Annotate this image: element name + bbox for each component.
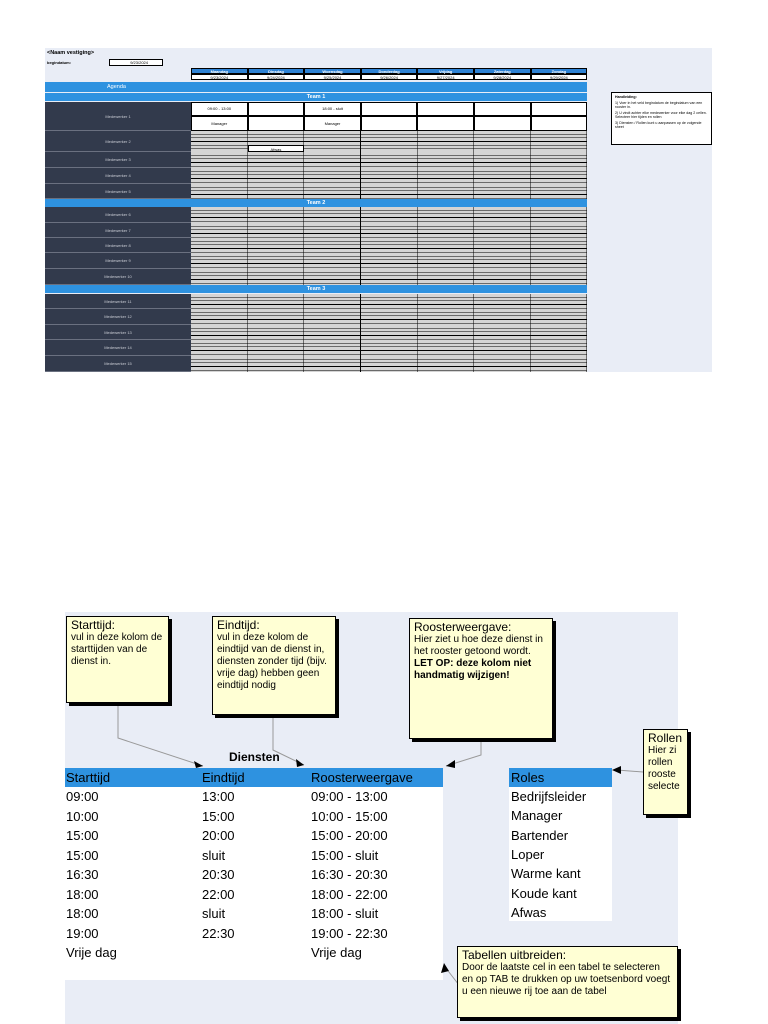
note-eindtijd xyxy=(212,616,336,715)
note-rollen xyxy=(643,729,688,815)
day-name-0: Maandag xyxy=(191,68,248,74)
begin-date-label: begindatum: xyxy=(47,60,71,65)
employee-12: Medewerker 12 xyxy=(45,309,191,325)
employee-8: Medewerker 8 xyxy=(45,238,191,253)
employee-4: Medewerker 4 xyxy=(45,168,191,184)
day-name-6: Zondag xyxy=(531,68,588,74)
arrow-tabellen xyxy=(441,963,449,973)
employee-13: Medewerker 13 xyxy=(45,325,191,340)
instructions-step-3: 3) Diensten / Rollen kunt u aanpassen op de volgende sheet xyxy=(615,120,702,129)
note-rooster-title: Roosterweergave: xyxy=(414,620,512,634)
note-starttijd-title: Starttijd: xyxy=(71,618,116,632)
service-row-0-col-1[interactable]: 13:00 xyxy=(202,789,235,804)
day-date-4: 9/27/2024 xyxy=(417,74,474,80)
role-item-0[interactable]: Bedrijfsleider xyxy=(511,789,587,804)
employee-5: Medewerker 5 xyxy=(45,184,191,199)
role-item-5[interactable]: Koude kant xyxy=(511,885,577,901)
note-tabellen-body: Door de laatste cel in een tabel te selecteren en op TAB te drukken op uw toetsenbord voegt u een nieuwe rij toe aan de tabel xyxy=(462,962,671,997)
note-eindtijd-body: vul in deze kolom de eindtijd van de dienst in, diensten zonder tijd (bijv. vrije dag) hebben geen eindtijd nodig xyxy=(217,632,327,691)
arrow-starttijd xyxy=(194,761,203,768)
service-row-8-col-0[interactable]: Vrije dag xyxy=(66,945,117,960)
service-row-2-col-1[interactable]: 20:00 xyxy=(202,828,235,843)
day-date-1: 9/24/2024 xyxy=(248,74,305,80)
note-rooster-warning: LET OP: deze kolom niet handmatig wijzigen! xyxy=(414,658,532,681)
service-row-3-col-1[interactable]: sluit xyxy=(202,847,226,863)
role-item-1[interactable]: Manager xyxy=(511,808,563,824)
employee-6: Medewerker 6 xyxy=(45,207,191,223)
note-roosterweergave xyxy=(409,618,553,739)
note-rollen-title: Rollen xyxy=(648,731,683,745)
connector-rooster xyxy=(446,739,481,766)
header-starttijd[interactable]: Starttijd xyxy=(66,770,111,785)
service-row-0-col-0[interactable]: 09:00 xyxy=(66,789,99,804)
roles-header[interactable]: Roles xyxy=(509,768,612,787)
header-roosterweergave[interactable]: Roosterweergave xyxy=(311,770,413,785)
service-row-6-col-1[interactable]: sluit xyxy=(202,906,226,921)
service-row-1-col-1[interactable]: 15:00 xyxy=(202,808,235,824)
m2-tuesday-role[interactable]: Afwas xyxy=(248,145,305,152)
employee-7: Medewerker 7 xyxy=(45,223,191,238)
day-date-0: 9/23/2024 xyxy=(191,74,248,80)
instructions-step-2: 2) U vindt achter elke medewerker voor elke dag 2 cellen. Selecteer hier tijden en rollen xyxy=(615,110,707,119)
role-item-2[interactable]: Bartender xyxy=(511,827,569,843)
day-date-6: 9/29/2024 xyxy=(531,74,588,80)
employee-1: Medewerker 1 xyxy=(45,102,191,131)
day-name-2: Woensdag xyxy=(304,68,361,74)
connector-starttijd xyxy=(118,703,203,766)
service-row-7-col-0[interactable]: 19:00 xyxy=(66,925,99,941)
service-row-3-col-2[interactable]: 15:00 - sluit xyxy=(311,847,379,863)
service-row-1-col-2[interactable]: 10:00 - 15:00 xyxy=(311,808,388,824)
day-name-3: Donderdag xyxy=(361,68,418,74)
service-row-3-col-0[interactable]: 15:00 xyxy=(66,847,99,863)
team-1-bar: Team 1 xyxy=(45,93,587,101)
employee-15: Medewerker 15 xyxy=(45,356,191,372)
employee-3: Medewerker 3 xyxy=(45,152,191,168)
team-3-bar: Team 3 xyxy=(45,285,587,293)
day-date-2: 9/25/2024 xyxy=(304,74,361,80)
day-date-3: 9/26/2024 xyxy=(361,74,418,80)
note-rooster-body: Hier ziet u hoe deze dienst in het rooster getoond wordt. xyxy=(414,634,543,657)
service-row-8-col-2[interactable]: Vrije dag xyxy=(311,945,362,960)
service-row-2-col-2[interactable]: 15:00 - 20:00 xyxy=(311,828,388,843)
note-tabellen-uitbreiden xyxy=(457,946,678,1018)
service-row-5-col-2[interactable]: 18:00 - 22:00 xyxy=(311,886,388,902)
service-row-7-col-1[interactable]: 22:30 xyxy=(202,925,235,941)
instructions-title: Handleiding: xyxy=(615,95,637,99)
team-2-bar: Team 2 xyxy=(45,199,587,207)
location-name[interactable]: <Naam vestiging> xyxy=(47,50,95,56)
employee-11: Medewerker 11 xyxy=(45,294,191,309)
note-starttijd xyxy=(66,616,169,703)
note-tabellen-title: Tabellen uitbreiden: xyxy=(462,948,567,962)
m1-monday-shift[interactable]: 09:00 - 13:00 xyxy=(207,106,232,111)
role-item-3[interactable]: Loper xyxy=(511,846,545,862)
service-row-7-col-2[interactable]: 19:00 - 22:30 xyxy=(311,925,388,941)
arrow-eindtijd xyxy=(296,759,304,767)
note-starttijd-body: vul in deze kolom de starttijden van de dienst in. xyxy=(71,632,163,667)
begin-date-input[interactable]: 9/23/2024 xyxy=(109,59,163,66)
employee-2: Medewerker 2 xyxy=(45,131,191,152)
service-row-0-col-2[interactable]: 09:00 - 13:00 xyxy=(311,789,388,804)
agenda-label: Agenda xyxy=(107,84,126,90)
service-row-4-col-2[interactable]: 16:30 - 20:30 xyxy=(311,867,388,882)
service-row-4-col-1[interactable]: 20:30 xyxy=(202,867,235,882)
day-date-5: 9/28/2024 xyxy=(474,74,531,80)
services-title: Diensten xyxy=(229,750,280,764)
role-item-6[interactable]: Afwas xyxy=(511,904,547,920)
m1-wednesday-role[interactable]: Manager xyxy=(324,121,341,126)
m1-monday-role[interactable]: Manager xyxy=(211,121,228,126)
header-eindtijd[interactable]: Eindtijd xyxy=(202,770,245,785)
day-name-1: Dinsdag xyxy=(248,68,305,74)
arrow-rooster xyxy=(446,760,455,768)
service-row-5-col-1[interactable]: 22:00 xyxy=(202,886,235,902)
service-row-6-col-2[interactable]: 18:00 - sluit xyxy=(311,906,379,921)
m1-wednesday-shift[interactable]: 18:00 - sluit xyxy=(322,106,343,111)
note-rollen-body: Hier zi rollen rooste selecte xyxy=(648,745,680,792)
service-row-1-col-0[interactable]: 10:00 xyxy=(66,808,99,824)
arrow-rollen xyxy=(612,766,621,774)
service-row-5-col-0[interactable]: 18:00 xyxy=(66,886,99,902)
employee-9: Medewerker 9 xyxy=(45,253,191,269)
service-row-4-col-0[interactable]: 16:30 xyxy=(66,867,99,882)
note-eindtijd-title: Eindtijd: xyxy=(217,618,260,632)
role-item-4[interactable]: Warme kant xyxy=(511,866,581,882)
service-row-2-col-0[interactable]: 15:00 xyxy=(66,828,99,843)
service-row-6-col-0[interactable]: 18:00 xyxy=(66,906,99,921)
day-name-4: Vrijdag xyxy=(417,68,474,74)
instructions-step-1: 1) Voer in het veld begindatum de begindatum van een rooster in. xyxy=(615,100,703,109)
employee-10: Medewerker 10 xyxy=(45,269,191,285)
day-name-5: Zaterdag xyxy=(474,68,531,74)
employee-14: Medewerker 14 xyxy=(45,340,191,356)
